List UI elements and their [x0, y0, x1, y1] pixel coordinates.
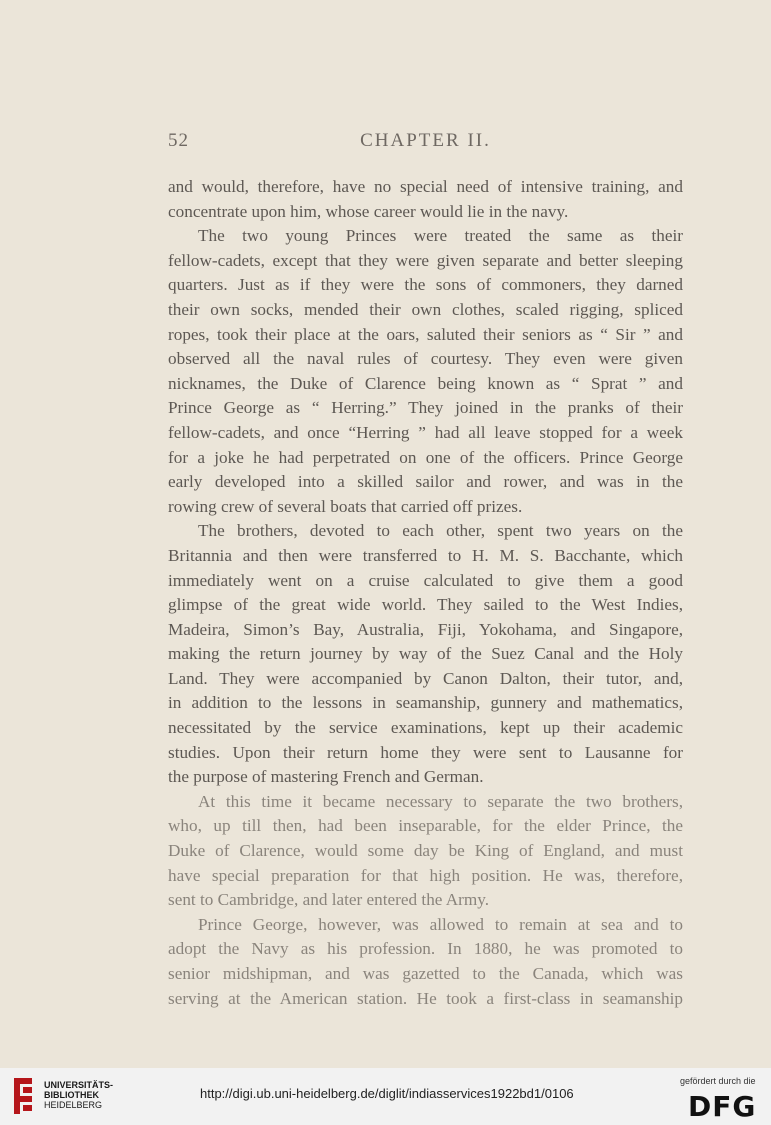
- text-line: senior midshipman, and was gazetted to the Canada, which was: [168, 964, 683, 983]
- text-line: for a joke he had perpetrated on one of the officers. Prince George: [168, 447, 683, 467]
- text-line: necessitated by the service examinations, kept up their academic: [168, 718, 683, 738]
- library-name-line: UNIVERSITÄTS-: [44, 1080, 114, 1090]
- text-line: Land. They were accompanied by Canon Dalton, their tutor, and,: [168, 668, 683, 688]
- library-name-line: BIBLIOTHEK: [44, 1090, 99, 1100]
- text-line: making the return journey by way of the Suez Canal and the Holy: [168, 644, 683, 664]
- text-line: Prince George, however, was allowed to remain at sea and to: [198, 914, 683, 934]
- text-line: who, up till then, had been inseparable, for the elder Prince, the: [168, 816, 683, 836]
- text-line: observed all the naval rules of courtesy. They even were given: [168, 349, 683, 369]
- library-name-line: HEIDELBERG: [44, 1100, 103, 1110]
- text-line: concentrate upon him, whose career would lie in the navy.: [168, 201, 569, 221]
- text-line: early developed into a skilled sailor and rower, and was in the: [168, 472, 683, 492]
- text-line: their own socks, mended their own clothes, scaled rigging, spliced: [168, 299, 683, 319]
- text-line: Madeira, Simon’s Bay, Australia, Fiji, Yokohama, and Singapore,: [168, 619, 683, 639]
- text-line: in addition to the lessons in seamanship, gunnery and mathematics,: [168, 693, 683, 713]
- text-line: rowing crew of several boats that carried off prizes.: [168, 496, 523, 516]
- text-line: nicknames, the Duke of Clarence being known as “ Sprat ” and: [168, 373, 683, 393]
- text-line: ropes, took their place at the oars, saluted their seniors as “ Sir ” and: [168, 324, 683, 344]
- permalink-url[interactable]: http://digi.ub.uni-heidelberg.de/diglit/indiasservices1922bd1/0106: [200, 1086, 574, 1101]
- text-line: The brothers, devoted to each other, spent two years on the: [198, 521, 683, 541]
- page-header: [168, 130, 683, 160]
- running-head: CHAPTER II.: [360, 130, 491, 151]
- text-line: adopt the Navy as his profession. In 1880, he was promoted to: [168, 939, 683, 959]
- text-line: fellow-cadets, except that they were given separate and better sleeping: [168, 250, 683, 270]
- library-name: [44, 1080, 113, 1110]
- library-logo-icon: [10, 1076, 36, 1116]
- text-line: Duke of Clarence, would some day be King of England, and must: [168, 841, 683, 861]
- dfg-logo: DFG: [688, 1090, 757, 1123]
- text-line: have special preparation for that high position. He was, therefore,: [168, 865, 683, 885]
- funded-by-label: gefördert durch die: [680, 1076, 756, 1086]
- text-line: immediately went on a cruise calculated to give them a good: [168, 570, 683, 590]
- text-line: Britannia and then were transferred to H. M. S. Bacchante, which: [168, 545, 683, 565]
- digitization-footer: [0, 1068, 771, 1125]
- text-line: glimpse of the great wide world. They sailed to the West Indies,: [168, 595, 683, 615]
- text-line: Prince George as “ Herring.” They joined in the pranks of their: [168, 398, 683, 418]
- page-number: 52: [168, 130, 189, 151]
- text-line: the purpose of mastering French and German.: [168, 767, 484, 787]
- text-line: serving at the American station. He took a first-class in seamanship: [168, 988, 683, 1008]
- text-line: studies. Upon their return home they were sent to Lausanne for: [168, 742, 683, 762]
- text-line: At this time it became necessary to separate the two brothers,: [198, 791, 683, 811]
- text-line: quarters. Just as if they were the sons of commoners, they darned: [168, 275, 683, 295]
- text-line: and would, therefore, have no special need of intensive training, and: [168, 177, 683, 196]
- text-line: sent to Cambridge, and later entered the Army.: [168, 890, 490, 910]
- text-line: The two young Princes were treated the same as their: [198, 226, 683, 246]
- text-line: fellow-cadets, and once “Herring ” had all leave stopped for a week: [168, 422, 683, 442]
- body-text: [168, 175, 683, 1011]
